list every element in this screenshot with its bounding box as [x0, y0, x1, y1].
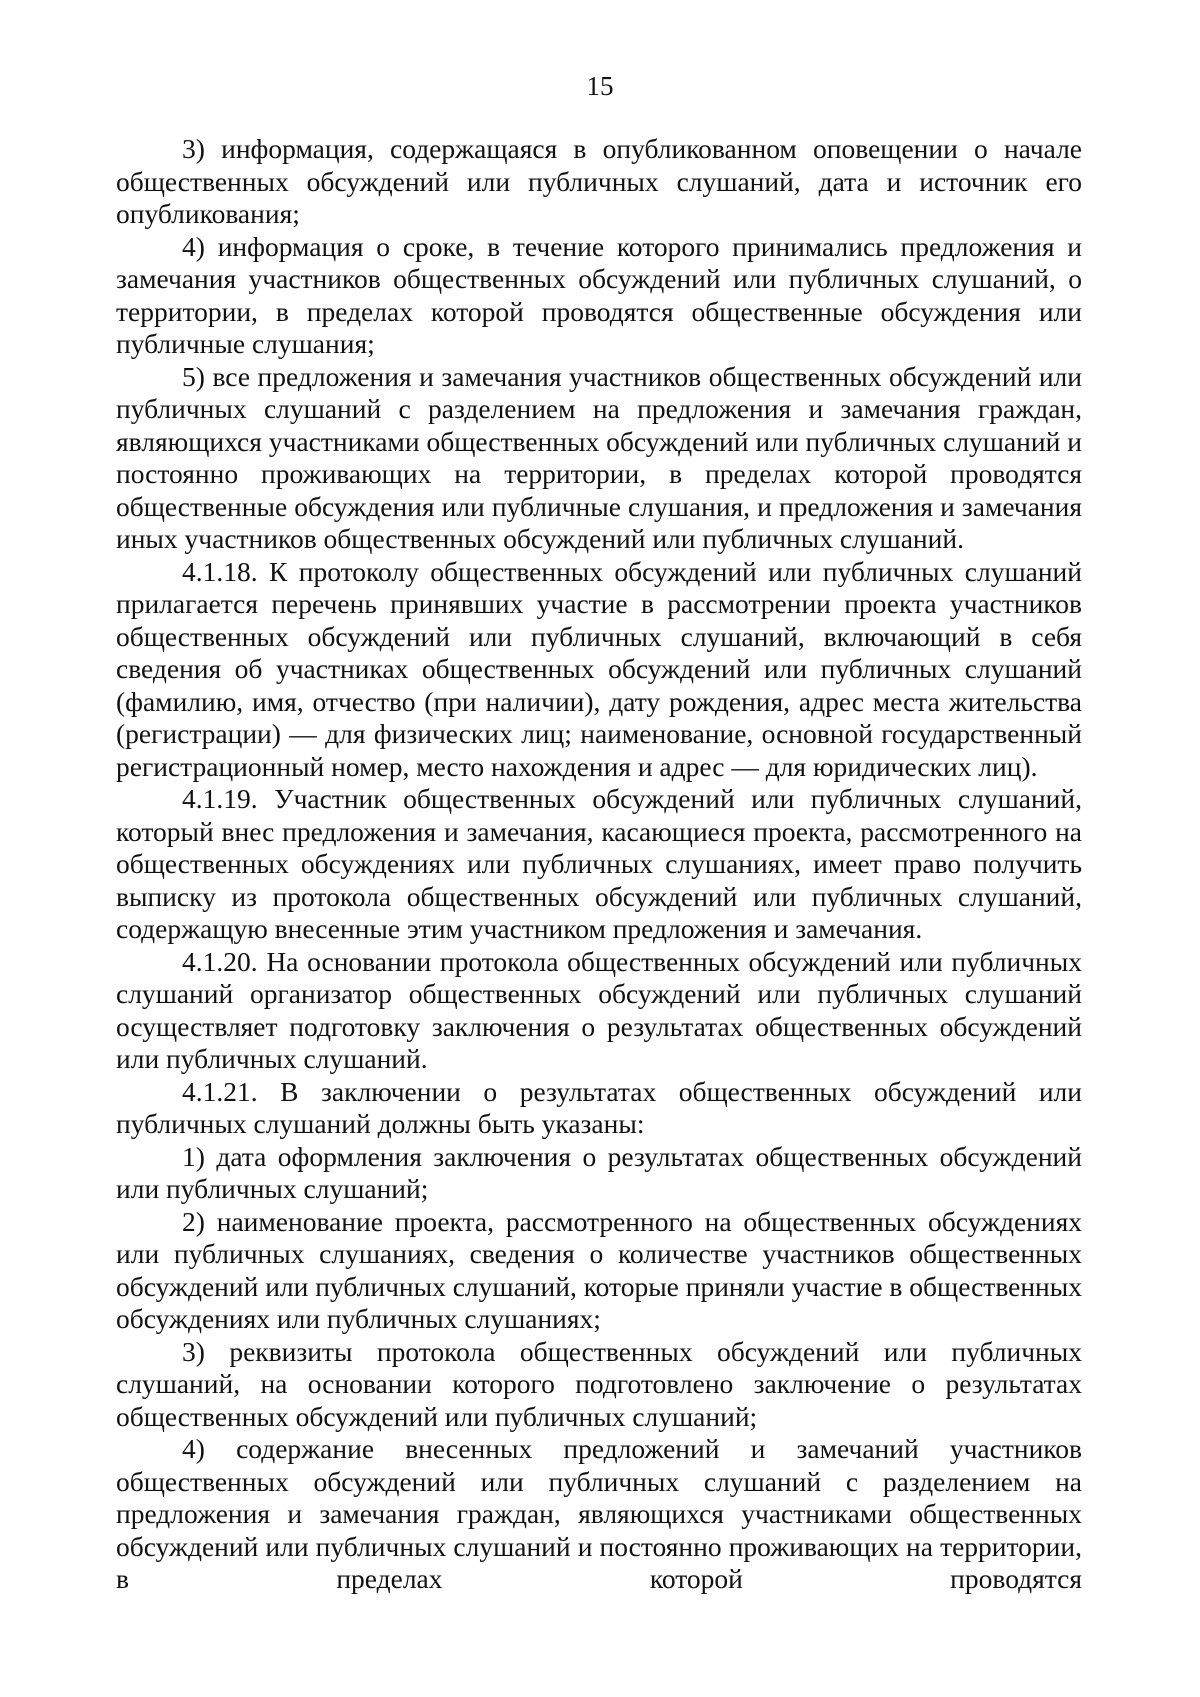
- paragraph-item-5: 5) все предложения и замечания участников общественных обсуждений или публичных слушаний с разделением на предложения и замечания граждан, являющихся участниками общественных обсуждений или публичных слушаний и постоянно проживающих на территории, в пределах которой проводятся общественные обсуждения или публичные слушания, и предложения и замечания иных участников общественных обсуждений или публичных слушаний.: [116, 360, 1082, 554]
- document-body: [116, 133, 1082, 1596]
- paragraph-4-1-21: 4.1.21. В заключении о результатах общественных обсуждений или публичных слушаний должны быть указаны:: [116, 1075, 1082, 1139]
- paragraph-item-4: 4) информация о сроке, в течение которого принимались предложения и замечания участников общественных обсуждений или публичных слушаний, о территории, в пределах которой проводятся общественные обсуждения или публичные слушания;: [116, 230, 1082, 359]
- paragraph-4-1-19: 4.1.19. Участник общественных обсуждений или публичных слушаний, который внес предложения и замечания, касающиеся проекта, рассмотренного на общественных обсуждениях или публичных слушаниях, имеет право получить выписку из протокола общественных обсуждений или публичных слушаний, содержащую внесенные этим участником предложения и замечания.: [116, 783, 1082, 944]
- paragraph-item-3: 3) информация, содержащаяся в опубликованном оповещении о начале общественных обсуждений или публичных слушаний, дата и источник его опубликования;: [116, 133, 1082, 229]
- paragraph-sub-2: 2) наименование проекта, рассмотренного на общественных обсуждениях или публичных слушаниях, сведения о количестве участников общественных обсуждений или публичных слушаний, которые приняли участие в общественных обсуждениях или публичных слушаниях;: [116, 1205, 1083, 1334]
- paragraph-sub-4: 4) содержание внесенных предложений и замечаний участников общественных обсуждений или публичных слушаний с разделением на предложения и замечания граждан, являющихся участниками общественных обсуждений или публичных слушаний и постоянно проживающих на территории, в пределах которой проводятся: [116, 1433, 1082, 1594]
- page-number: 15: [586, 71, 614, 101]
- paragraph-sub-3: 3) реквизиты протокола общественных обсуждений или публичных слушаний, на основании которого подготовлено заключение о результатах общественных обсуждений или публичных слушаний;: [116, 1335, 1082, 1432]
- paragraph-4-1-20: 4.1.20. На основании протокола общественных обсуждений или публичных слушаний организатор общественных обсуждений или публичных слушаний осуществляет подготовку заключения о результатах общественных обсуждений или публичных слушаний.: [116, 945, 1082, 1074]
- paragraph-4-1-18: 4.1.18. К протоколу общественных обсуждений или публичных слушаний прилагается перечень принявших участие в рассмотрении проекта участников общественных обсуждений или публичных слушаний, включающий в себя сведения об участниках общественных обсуждений или публичных слушаний (фамилию, имя, отчество (при наличии), дату рождения, адрес места жительства (регистрации) — для физических лиц; наименование, основной государственный регистрационный номер, место нахождения и адрес — для юридических лиц).: [116, 555, 1082, 782]
- paragraph-sub-1: 1) дата оформления заключения о результатах общественных обсуждений или публичных слушаний;: [116, 1140, 1082, 1204]
